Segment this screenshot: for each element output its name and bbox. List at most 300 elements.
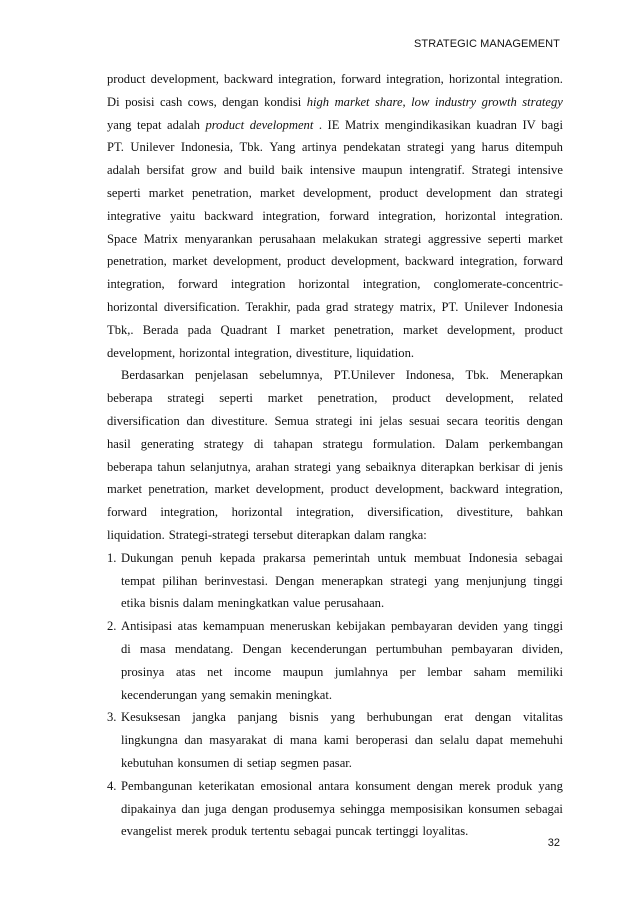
word: antara [318,778,350,793]
word: and [223,163,242,178]
text-line [107,321,563,344]
list-item-line [107,572,563,595]
word: forward [341,72,381,86]
word: market [267,391,303,406]
word: strategy [203,436,244,451]
word: integration, [459,254,518,269]
text-line [107,70,563,93]
word: berinvestasi. [204,573,268,588]
list-item [107,708,563,731]
word: industry [434,94,477,109]
word: market [148,185,184,200]
word: kecenderungan [290,641,367,656]
word: Quadrant [220,322,268,337]
word: horizontal [448,72,501,86]
word: pada [187,322,212,337]
word: Dukungan [121,550,174,565]
word: diversification. [163,299,240,314]
word: berhubungan [366,710,433,725]
text-line [107,435,563,458]
word: meningkatkan [217,596,290,611]
word: lembar [427,664,463,679]
word: yang [434,573,459,588]
list-number: 4. [107,778,117,793]
word: horizontal [298,277,350,292]
word: adalah [167,117,200,132]
list-item-text [121,617,563,640]
word: development, [445,391,514,406]
word: integration, [234,345,292,360]
word: horizontal [107,299,159,314]
word: keterikatan [198,778,255,793]
word: di [524,459,535,474]
word: konsumen [177,755,230,770]
word: grad [325,299,349,314]
word: diversification [107,413,180,428]
word: liquidation. [107,527,165,542]
word: Tbk. [465,368,489,383]
text-line [107,503,563,526]
word: seperti [487,231,522,246]
word: strategy [354,299,394,314]
word: juga [204,801,227,816]
word: dan [499,185,518,200]
word: kecenderungan [121,687,198,702]
list-item-text [121,777,563,800]
word: etika [121,596,146,611]
word: dengan [526,413,563,428]
word: integration, [278,72,336,86]
word: prosinya [121,664,165,679]
word: sebaiknya [365,459,416,474]
word: formulation. [372,436,436,451]
word: integration [230,277,286,292]
word: perusahaan [259,231,316,246]
word: Kesuksesan [121,710,181,725]
word: market [107,482,142,497]
word: konsument [355,778,411,793]
word: produsemya [273,801,335,816]
word: tahapan [273,436,313,451]
word: perusahaan. [324,596,385,611]
word: Indonesia, [180,140,234,155]
word: di [233,755,244,770]
word: Tbk,. [107,322,134,337]
list-item [107,777,563,800]
word: backward [449,482,499,497]
word: development, [255,482,325,497]
word: penetration, [191,185,252,200]
word: related [528,391,563,406]
list-item-line [107,640,563,663]
word: strategi [525,185,563,200]
word: development, [303,185,372,200]
word: liquidation. [356,345,415,360]
word: strategi [167,391,205,406]
word: high [306,94,330,109]
word: dan [184,733,203,748]
word: merek [176,824,208,839]
text-line [107,344,563,367]
word: market [214,482,250,497]
word: tersebut [253,527,294,542]
word: per [399,664,416,679]
word: Antisipasi [121,619,173,634]
word: sebelumnya, [259,368,323,383]
numbered-list [107,549,563,845]
word: maupun [361,163,403,178]
word: panjang [237,710,278,725]
word: menerapkan [321,573,384,588]
word: development, [107,345,176,360]
word: sebagai [525,801,563,816]
word: ini [359,413,373,428]
word: pembayaran [451,641,513,656]
word: kebijakan [336,619,386,634]
word: market [402,322,438,337]
word: product [379,185,419,200]
word: tertinggi [375,824,419,839]
word: evangelist [121,824,173,839]
word: intengratif. [409,163,465,178]
word: backward [224,72,273,86]
word: development, [213,254,282,269]
list-item-text [121,708,563,731]
word: dan [181,801,200,816]
list-item-line [107,731,563,754]
word: divestiture, [295,345,353,360]
word: build [248,163,275,178]
word: market [334,94,370,109]
list-item-line [107,594,563,617]
word: integration, [505,482,563,497]
list-item-text [121,549,563,572]
word: bahkan [526,505,563,520]
word: dalam [354,527,385,542]
word: yang [336,459,361,474]
word: lingkungna [121,733,178,748]
text-line [107,161,563,184]
word: Dengan [242,641,282,656]
word: merek [459,778,491,793]
word: integrative [107,208,161,223]
word: integration, [160,505,219,520]
word: grow [191,163,217,178]
word: deviden [458,619,498,634]
page-number: 32 [547,837,560,849]
word: market [527,231,563,246]
word: Strategi [471,163,511,178]
paragraph-2 [107,366,563,548]
word: mengindikasikan [384,117,471,132]
word: cash [159,94,183,109]
word: Indonesia [514,299,563,314]
word: rangka: [388,527,427,542]
word: development, [150,72,219,86]
word: growth [481,94,517,109]
word: matrix, [399,299,436,314]
text-line [107,298,563,321]
word: tertentu [251,824,290,839]
word: kemampuan [202,619,265,634]
word: product [392,391,431,406]
word: strategi [294,459,332,474]
word: PT. [441,299,459,314]
word: kepada [219,550,256,565]
word: mendatang. [174,641,234,656]
text-line [107,138,563,161]
word: diterapkan [420,459,475,474]
word: di [273,733,284,748]
word: tinggi [533,619,563,634]
word: segmen [280,755,319,770]
word: mana [289,733,318,748]
word: penetration, [148,482,209,497]
word: strategi [315,413,353,428]
text-line [107,116,563,139]
word: harus [481,140,509,155]
word: market [289,322,325,337]
list-item [107,617,563,640]
word: market [259,185,295,200]
word: perkembangan [488,436,563,451]
word: penjelasan [195,368,249,383]
word: forward [329,208,370,223]
word: sesuai [409,413,440,428]
word: penetration, [317,391,378,406]
word: loyalitas. [422,824,469,839]
word: Berada [142,322,179,337]
word: net [207,664,223,679]
word: pasar. [322,755,352,770]
word: artinya [301,140,337,155]
word: Terakhir, [245,299,291,314]
word: conglomerate-concentric- [433,277,563,292]
word: masa [139,641,166,656]
text-line [107,230,563,253]
word: seperti [219,391,253,406]
text-line [107,93,563,116]
word: forward [523,254,563,269]
word: teoritis [484,413,520,428]
word: dengan [474,710,512,725]
text-line [107,480,563,503]
word: strategi [407,140,445,155]
word: Space [107,231,138,246]
word: horizontal [231,505,283,520]
word: Unilever [130,140,175,155]
word: dividen, [522,641,563,656]
word: sebagai [525,550,563,565]
paragraph-1 [107,70,563,366]
word: bisnis [289,710,319,725]
text-line [107,207,563,230]
word: intensive [309,163,356,178]
word: tinggi [533,573,563,588]
word: Yang [269,140,296,155]
word: konsumen [468,801,520,816]
word: Berdasarkan [121,368,184,383]
word: strategy [522,94,563,109]
word: market [172,254,208,269]
text-line [107,252,563,275]
word: baik [281,163,303,178]
word: yang [201,687,226,702]
word: yang [107,117,132,132]
word: memposisikan [390,801,463,816]
word: generating [140,436,194,451]
word: PT. [107,140,124,155]
word: intensive [517,163,563,178]
word: sehingga [340,801,385,816]
word: backward [204,208,254,223]
word: yaitu [169,208,196,223]
word: integration, [386,72,444,86]
word: produk [211,824,248,839]
word: dengan [231,801,269,816]
word: penetration, [334,322,394,337]
word: meneruskan [269,619,331,634]
word: development, [447,322,516,337]
word: Strategi-strategi [168,527,250,542]
word: arahan [255,459,290,474]
word: beberapa [107,459,153,474]
list-item-line [107,663,563,686]
word: memiliki [517,664,563,679]
text-line [107,389,563,412]
word: pemerintah [313,550,370,565]
word: tepat [137,117,162,132]
word: setiap [247,755,277,770]
word: product [330,482,369,497]
word: bersifat [146,163,185,178]
word: bisnis [149,596,179,611]
word: beroperasi [355,733,409,748]
word: penetration, [107,254,167,269]
word: kebutuhan [121,755,174,770]
word: horizontal [445,208,497,223]
word: dan [414,733,434,748]
word: kondisi [264,94,302,109]
word: IE [327,117,340,132]
word: atas [175,664,196,679]
word: hasil [107,436,131,451]
word: integration, [378,208,436,223]
word: yang [538,778,563,793]
word: selalu [439,733,470,748]
word: membuat [413,550,461,565]
word: Semua [274,413,309,428]
word: integration, [296,505,354,520]
word: saham [473,664,506,679]
word: development, [375,482,444,497]
word: masyarakat [209,733,267,748]
word: dalam [182,596,214,611]
word: dipakainya [121,801,177,816]
word: di [253,436,264,451]
word: prakarsa [262,550,306,565]
text-line [107,458,563,481]
word: posisi [125,94,155,109]
word: di [121,641,131,656]
word: income [234,664,272,679]
word: forward [177,277,218,292]
word: vitalitas [523,710,563,725]
text-line [107,366,563,389]
word: horizontal [179,345,231,360]
word: Indonesa, [405,368,455,383]
word: menjunjung [466,573,527,588]
word: backward [405,254,454,269]
word: selanjutnya, [190,459,251,474]
list-item-line [107,686,563,709]
word: jangka [192,710,226,725]
word: berkisar [478,459,520,474]
word: integration. [505,72,563,86]
word: pilihan [162,573,198,588]
word: maupun [282,664,324,679]
word: atas [177,619,198,634]
word: development [426,185,492,200]
word: diterapkan [297,527,351,542]
word: Tbk. [239,140,263,155]
word: Menerapkan [500,368,563,383]
word: Pembangunan [121,778,193,793]
word: tahun [157,459,186,474]
word: diversification, [367,505,444,520]
word: . [318,117,323,132]
word: Matrix [344,117,380,132]
word: pendekatan [343,140,401,155]
word: emosional [260,778,313,793]
word: pembayaran [390,619,453,634]
word: divestiture, [456,505,514,520]
word: value [293,596,321,611]
word: dengan [222,94,259,109]
word: Dalam [445,436,479,451]
word: Unilever [464,299,509,314]
word: dengan [416,778,453,793]
word: jumlahnya [334,664,388,679]
word: Indonesia [468,550,518,565]
word: semakin [229,687,272,702]
word: pertumbuhan [375,641,443,656]
word: development [249,117,314,132]
word: sebagai [293,824,332,839]
word: ditempuh [515,140,563,155]
list-number: 3. [107,710,117,725]
word: product [524,322,563,337]
text-line [107,184,563,207]
word: product [286,254,326,269]
word: adalah [107,163,140,178]
word: divestiture. [211,413,268,428]
word: Dengan [275,573,315,588]
word: product [205,117,245,132]
word: Di [107,94,120,109]
list-item-line [107,800,563,823]
text-line [107,275,563,298]
word: memehuhi [509,733,563,748]
word: IV [522,117,536,132]
word: jelas [379,413,403,428]
word: yang [330,710,355,725]
page-header: STRATEGIC MANAGEMENT [413,38,560,50]
word: penuh [181,550,212,565]
word: product [107,72,146,86]
document-body [107,70,563,845]
word: bagi [541,117,563,132]
